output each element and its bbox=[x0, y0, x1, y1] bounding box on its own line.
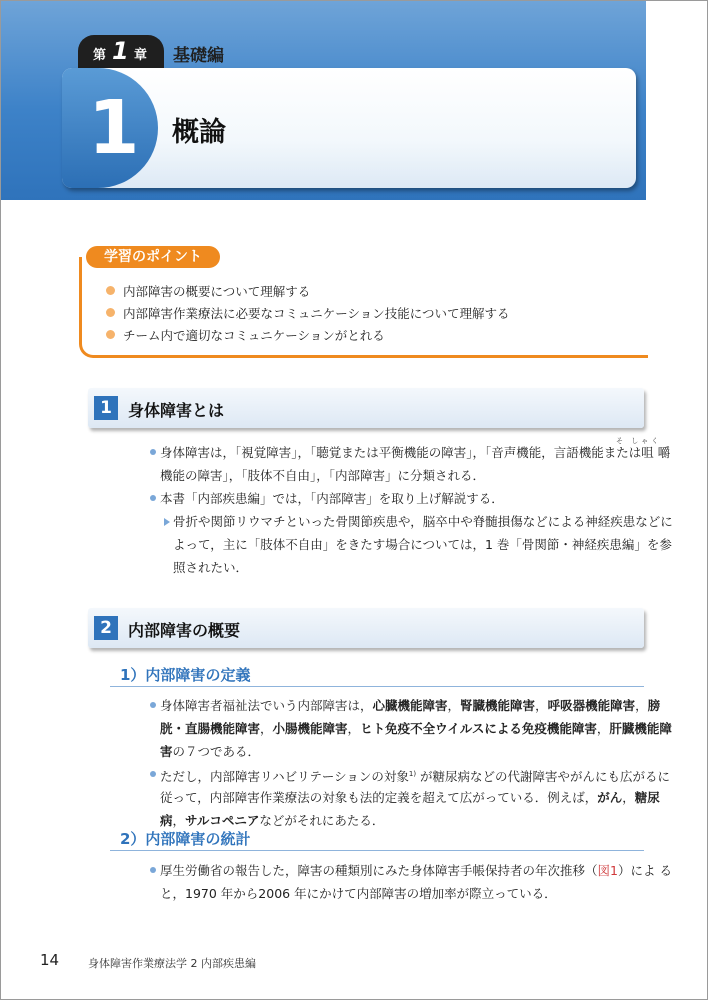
paragraph: ただし，内部障害リハビリテーションの対象$^{1)}$ が糖尿病などの代謝障害やがんにも広がるに 従って，内部障害作業療法の対象も法的定義を超えて広がっている．例えば，がん，糖尿 病，サルコペニアなどがそれにあたる． bbox=[160, 769, 671, 828]
bullet-icon bbox=[106, 286, 115, 295]
bullet-icon bbox=[150, 867, 156, 873]
bullet-icon bbox=[150, 771, 156, 777]
subsection-rule bbox=[110, 850, 644, 851]
note-arrow-icon bbox=[164, 518, 170, 526]
running-footer: 身体障害作業療法学 2 内部疾患編 bbox=[88, 957, 256, 970]
paragraph: 身体障害者福祉法でいう内部障害は，心臓機能障害，腎臓機能障害，呼吸器機能障害，膀 胱・直腸機能障害，小腸機能障害，ヒト免疫不全ウイルスによる免疫機能障害，肝臓機能障 害の７つである． bbox=[160, 698, 672, 759]
section-title: 内部障害の概要 bbox=[128, 621, 241, 640]
section-number: 1 bbox=[94, 396, 118, 420]
chapter-prefix: 第 bbox=[93, 48, 107, 63]
figure-reference-link[interactable]: 図1 bbox=[597, 863, 618, 878]
paragraph: 身体障害は，「視覚障害」，「聴覚または平衡機能の障害」，「音声機能，言語機能または咀 嚼 機能の障害」，「肢体不自由」，「内部障害」に分類される． bbox=[160, 445, 671, 483]
bullet-icon bbox=[150, 702, 156, 708]
note-paragraph: 骨折や関節リウマチといった骨関節疾患や，脳卒中や脊髄損傷などによる神経疾患などに よって，主に「肢体不自由」をきたす場合については，1 巻「骨関節・神経疾患編」を参 照されたい． bbox=[173, 514, 673, 575]
chapter-tag bbox=[78, 35, 164, 69]
bullet-icon bbox=[150, 495, 156, 501]
section-heading-2 bbox=[88, 608, 644, 648]
title-number: 1 bbox=[88, 85, 140, 171]
chapter-name: 基礎編 bbox=[173, 46, 224, 66]
bullet-icon bbox=[150, 449, 156, 455]
page-title: 概論 bbox=[172, 117, 226, 148]
page-number: 14 bbox=[40, 951, 60, 969]
chapter-number: 1 bbox=[112, 37, 129, 65]
paragraph: 本書「内部疾患編」では，「内部障害」を取り上げ解説する． bbox=[160, 491, 504, 506]
bullet-icon bbox=[106, 308, 115, 317]
bullet-icon bbox=[106, 330, 115, 339]
learning-points-label: 学習のポイント bbox=[86, 246, 220, 268]
section-number: 2 bbox=[94, 616, 118, 640]
furigana: そ しゃく bbox=[616, 437, 662, 445]
subsection-heading: 2）内部障害の統計 bbox=[120, 830, 251, 848]
paragraph: 厚生労働省の報告した，障害の種類別にみた身体障害手帳保持者の年次推移（図1）によ る と，1970 年から2006 年にかけて内部障害の増加率が際立っている． bbox=[160, 863, 672, 901]
chapter-suffix: 章 bbox=[134, 48, 148, 63]
subsection-heading: 1）内部障害の定義 bbox=[120, 666, 251, 684]
subsection-rule bbox=[110, 686, 644, 687]
section-title: 身体障害とは bbox=[128, 401, 225, 420]
section-heading-1 bbox=[88, 388, 644, 428]
